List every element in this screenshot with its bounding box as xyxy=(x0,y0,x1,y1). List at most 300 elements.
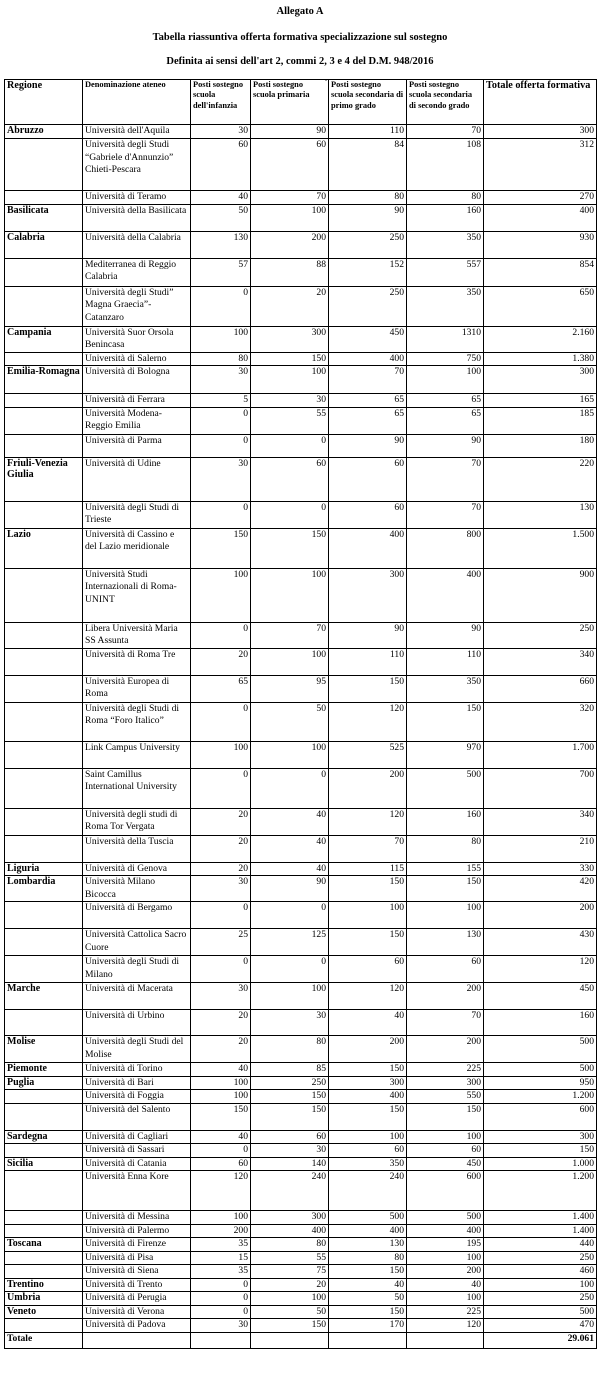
cell-totale: 250 xyxy=(484,1292,597,1306)
cell-university: Università Studi Internazionali di Roma-UNINT xyxy=(83,568,191,622)
cell-secondaria-primo: 70 xyxy=(329,366,407,394)
cell-totale: 330 xyxy=(484,862,597,876)
cell-infanzia: 120 xyxy=(191,1171,251,1211)
cell-region: Sicilia xyxy=(5,1157,83,1171)
cell-university: Università di Trento xyxy=(83,1278,191,1292)
table-row xyxy=(5,568,597,622)
cell-primaria: 140 xyxy=(251,1157,329,1171)
cell-totale: 250 xyxy=(484,1251,597,1265)
table-row xyxy=(5,1063,597,1077)
table-row xyxy=(5,1278,597,1292)
cell-primaria: 100 xyxy=(251,741,329,768)
cell-region: Campania xyxy=(5,326,83,352)
cell-infanzia: 30 xyxy=(191,366,251,394)
table-row xyxy=(5,457,597,501)
cell-secondaria-primo: 80 xyxy=(329,1251,407,1265)
cell-secondaria-primo: 120 xyxy=(329,808,407,835)
table-row xyxy=(5,956,597,983)
cell-university: Università di Sassari xyxy=(83,1144,191,1158)
cell-secondaria-secondo: 108 xyxy=(407,139,484,191)
cell-region: Veneto xyxy=(5,1305,83,1319)
cell-totale: 450 xyxy=(484,983,597,1010)
cell-secondaria-primo: 90 xyxy=(329,434,407,457)
cell-primaria: 0 xyxy=(251,434,329,457)
cell-infanzia: 35 xyxy=(191,1238,251,1252)
cell-university: Università degli Studi di Milano xyxy=(83,956,191,983)
cell-secondaria-primo: 110 xyxy=(329,125,407,139)
cell-totale: 200 xyxy=(484,902,597,929)
cell-totale: 300 xyxy=(484,366,597,394)
cell-region xyxy=(5,622,83,648)
cell-primaria: 0 xyxy=(251,902,329,929)
cell-secondaria-primo: 120 xyxy=(329,983,407,1010)
cell-totale: 1.000 xyxy=(484,1157,597,1171)
cell-secondaria-primo: 200 xyxy=(329,768,407,808)
cell-primaria: 100 xyxy=(251,1292,329,1306)
cell-totale: 340 xyxy=(484,808,597,835)
cell-university: Università di Foggia xyxy=(83,1090,191,1104)
cell-secondaria-primo: 65 xyxy=(329,394,407,408)
cell-secondaria-primo: 300 xyxy=(329,1076,407,1090)
cell-secondaria-primo: 115 xyxy=(329,862,407,876)
table-row xyxy=(5,622,597,648)
cell-infanzia: 20 xyxy=(191,835,251,862)
cell-secondaria-primo: 400 xyxy=(329,352,407,366)
cell-region: Lombardia xyxy=(5,876,83,902)
cell-secondaria-secondo: 40 xyxy=(407,1278,484,1292)
cell-totale: 220 xyxy=(484,457,597,501)
cell-totale: 420 xyxy=(484,876,597,902)
cell-secondaria-secondo: 750 xyxy=(407,352,484,366)
cell-region xyxy=(5,568,83,622)
cell-university: Università del Salento xyxy=(83,1103,191,1130)
cell-infanzia: 0 xyxy=(191,1305,251,1319)
total-label: Totale xyxy=(5,1332,83,1348)
cell-infanzia: 100 xyxy=(191,1090,251,1104)
cell-university: Università di Ferrara xyxy=(83,394,191,408)
cell-secondaria-primo: 400 xyxy=(329,1224,407,1238)
cell-totale: 120 xyxy=(484,956,597,983)
cell-university: Università di Udine xyxy=(83,457,191,501)
cell-primaria: 0 xyxy=(251,956,329,983)
total-row xyxy=(5,1332,597,1348)
table-row xyxy=(5,1130,597,1144)
table-row xyxy=(5,648,597,675)
cell-totale: 1.380 xyxy=(484,352,597,366)
cell-totale: 440 xyxy=(484,1238,597,1252)
cell-secondaria-secondo: 450 xyxy=(407,1157,484,1171)
table-row xyxy=(5,702,597,741)
cell-totale: 1.400 xyxy=(484,1224,597,1238)
cell-secondaria-primo: 150 xyxy=(329,1265,407,1279)
table-row xyxy=(5,1224,597,1238)
cell-primaria: 88 xyxy=(251,258,329,286)
cell-university: Università di Genova xyxy=(83,862,191,876)
cell-university: Università Cattolica Sacro Cuore xyxy=(83,929,191,956)
cell-secondaria-secondo: 160 xyxy=(407,808,484,835)
cell-secondaria-secondo: 100 xyxy=(407,1251,484,1265)
table-subtitle: Definita ai sensi dell'art 2, commi 2, 3 e 4 del D.M. 948/2016 xyxy=(166,56,434,67)
table-row xyxy=(5,125,597,139)
empty-cell xyxy=(191,1332,251,1348)
cell-secondaria-secondo: 557 xyxy=(407,258,484,286)
cell-secondaria-primo: 80 xyxy=(329,191,407,205)
cell-secondaria-secondo: 400 xyxy=(407,568,484,622)
cell-secondaria-primo: 500 xyxy=(329,1211,407,1225)
cell-region: Liguria xyxy=(5,862,83,876)
cell-university: Università degli Studi del Molise xyxy=(83,1036,191,1063)
cell-secondaria-secondo: 90 xyxy=(407,434,484,457)
cell-region: Abruzzo xyxy=(5,125,83,139)
cell-secondaria-primo: 250 xyxy=(329,286,407,326)
cell-secondaria-secondo: 70 xyxy=(407,1010,484,1036)
cell-university: Università della Tuscia xyxy=(83,835,191,862)
cell-university: Università di Parma xyxy=(83,434,191,457)
table-row xyxy=(5,1144,597,1158)
cell-totale: 400 xyxy=(484,204,597,231)
cell-primaria: 100 xyxy=(251,568,329,622)
cell-infanzia: 0 xyxy=(191,702,251,741)
cell-totale: 470 xyxy=(484,1319,597,1333)
table-row xyxy=(5,258,597,286)
cell-primaria: 80 xyxy=(251,1036,329,1063)
cell-region xyxy=(5,139,83,191)
table-row xyxy=(5,983,597,1010)
cell-infanzia: 0 xyxy=(191,902,251,929)
empty-cell xyxy=(407,1332,484,1348)
table-row xyxy=(5,1211,597,1225)
cell-totale: 500 xyxy=(484,1036,597,1063)
cell-secondaria-secondo: 150 xyxy=(407,702,484,741)
cell-secondaria-primo: 90 xyxy=(329,622,407,648)
cell-secondaria-secondo: 970 xyxy=(407,741,484,768)
column-header: Denominazione ateneo xyxy=(83,80,191,125)
cell-region xyxy=(5,258,83,286)
cell-infanzia: 0 xyxy=(191,1278,251,1292)
cell-secondaria-secondo: 400 xyxy=(407,1224,484,1238)
cell-secondaria-primo: 400 xyxy=(329,1090,407,1104)
cell-infanzia: 30 xyxy=(191,125,251,139)
cell-totale: 930 xyxy=(484,231,597,258)
column-header: Posti sostegno scuola secondaria di primo grado xyxy=(329,80,407,125)
cell-totale: 210 xyxy=(484,835,597,862)
table-row xyxy=(5,286,597,326)
cell-region xyxy=(5,1090,83,1104)
cell-infanzia: 0 xyxy=(191,956,251,983)
cell-secondaria-primo: 65 xyxy=(329,407,407,434)
cell-infanzia: 60 xyxy=(191,1157,251,1171)
cell-university: Università di Palermo xyxy=(83,1224,191,1238)
cell-secondaria-secondo: 150 xyxy=(407,876,484,902)
cell-totale: 100 xyxy=(484,1278,597,1292)
cell-secondaria-primo: 350 xyxy=(329,1157,407,1171)
cell-secondaria-secondo: 65 xyxy=(407,394,484,408)
cell-region: Sardegna xyxy=(5,1130,83,1144)
cell-secondaria-primo: 150 xyxy=(329,1305,407,1319)
table-row xyxy=(5,1265,597,1279)
table-row xyxy=(5,768,597,808)
table-row xyxy=(5,191,597,205)
table-row xyxy=(5,1036,597,1063)
cell-secondaria-primo: 150 xyxy=(329,1063,407,1077)
cell-region: Piemonte xyxy=(5,1063,83,1077)
cell-totale: 950 xyxy=(484,1076,597,1090)
cell-secondaria-secondo: 100 xyxy=(407,366,484,394)
cell-primaria: 60 xyxy=(251,139,329,191)
cell-secondaria-secondo: 70 xyxy=(407,457,484,501)
cell-region xyxy=(5,407,83,434)
cell-secondaria-primo: 40 xyxy=(329,1278,407,1292)
cell-secondaria-secondo: 350 xyxy=(407,286,484,326)
cell-region xyxy=(5,929,83,956)
cell-region: Friuli-Venezia Giulia xyxy=(5,457,83,501)
cell-secondaria-secondo: 200 xyxy=(407,983,484,1010)
cell-infanzia: 100 xyxy=(191,568,251,622)
cell-region xyxy=(5,434,83,457)
cell-region xyxy=(5,191,83,205)
cell-region xyxy=(5,394,83,408)
cell-university: Università Europea di Roma xyxy=(83,675,191,702)
cell-region xyxy=(5,648,83,675)
cell-totale: 900 xyxy=(484,568,597,622)
empty-cell xyxy=(83,1332,191,1348)
cell-totale: 500 xyxy=(484,1063,597,1077)
cell-region xyxy=(5,741,83,768)
cell-primaria: 75 xyxy=(251,1265,329,1279)
cell-secondaria-secondo: 90 xyxy=(407,622,484,648)
cell-university: Università di Teramo xyxy=(83,191,191,205)
cell-primaria: 30 xyxy=(251,1010,329,1036)
cell-infanzia: 15 xyxy=(191,1251,251,1265)
table-row xyxy=(5,1292,597,1306)
cell-secondaria-secondo: 500 xyxy=(407,768,484,808)
table-row xyxy=(5,741,597,768)
cell-infanzia: 200 xyxy=(191,1224,251,1238)
cell-university: Università di Urbino xyxy=(83,1010,191,1036)
cell-infanzia: 20 xyxy=(191,1036,251,1063)
cell-totale: 320 xyxy=(484,702,597,741)
cell-region xyxy=(5,702,83,741)
table-row xyxy=(5,139,597,191)
cell-infanzia: 0 xyxy=(191,286,251,326)
cell-totale: 660 xyxy=(484,675,597,702)
cell-region: Lazio xyxy=(5,528,83,568)
cell-university: Università di Cassino e del Lazio meridionale xyxy=(83,528,191,568)
cell-primaria: 100 xyxy=(251,204,329,231)
cell-secondaria-secondo: 150 xyxy=(407,1103,484,1130)
table-row xyxy=(5,1090,597,1104)
cell-totale: 180 xyxy=(484,434,597,457)
cell-primaria: 100 xyxy=(251,983,329,1010)
cell-infanzia: 40 xyxy=(191,1063,251,1077)
cell-secondaria-primo: 100 xyxy=(329,1130,407,1144)
cell-secondaria-secondo: 100 xyxy=(407,902,484,929)
table-row xyxy=(5,675,597,702)
cell-secondaria-secondo: 130 xyxy=(407,929,484,956)
cell-secondaria-secondo: 70 xyxy=(407,501,484,528)
cell-secondaria-secondo: 195 xyxy=(407,1238,484,1252)
column-header: Regione xyxy=(5,80,83,125)
cell-secondaria-secondo: 1310 xyxy=(407,326,484,352)
cell-infanzia: 20 xyxy=(191,648,251,675)
cell-region xyxy=(5,1265,83,1279)
cell-university: Università dell'Aquila xyxy=(83,125,191,139)
cell-secondaria-secondo: 200 xyxy=(407,1265,484,1279)
cell-secondaria-secondo: 60 xyxy=(407,1144,484,1158)
cell-region xyxy=(5,1224,83,1238)
cell-infanzia: 0 xyxy=(191,768,251,808)
cell-primaria: 50 xyxy=(251,1305,329,1319)
table-row xyxy=(5,902,597,929)
cell-secondaria-primo: 40 xyxy=(329,1010,407,1036)
table-row xyxy=(5,929,597,956)
cell-totale: 185 xyxy=(484,407,597,434)
table-row xyxy=(5,1319,597,1333)
cell-university: Mediterranea di Reggio Calabria xyxy=(83,258,191,286)
cell-totale: 500 xyxy=(484,1305,597,1319)
cell-primaria: 55 xyxy=(251,407,329,434)
cell-primaria: 250 xyxy=(251,1076,329,1090)
cell-secondaria-primo: 150 xyxy=(329,876,407,902)
cell-infanzia: 130 xyxy=(191,231,251,258)
cell-region xyxy=(5,1010,83,1036)
cell-secondaria-secondo: 160 xyxy=(407,204,484,231)
table-row xyxy=(5,1238,597,1252)
cell-infanzia: 30 xyxy=(191,457,251,501)
cell-primaria: 50 xyxy=(251,702,329,741)
cell-secondaria-primo: 150 xyxy=(329,675,407,702)
cell-university: Università di Perugia xyxy=(83,1292,191,1306)
cell-region: Toscana xyxy=(5,1238,83,1252)
cell-primaria: 0 xyxy=(251,768,329,808)
table-row xyxy=(5,407,597,434)
cell-university: Università di Cagliari xyxy=(83,1130,191,1144)
cell-secondaria-primo: 90 xyxy=(329,204,407,231)
table-row xyxy=(5,1157,597,1171)
annex-title: Allegato A xyxy=(276,6,324,17)
column-header: Posti sostegno scuola secondaria di secondo grado xyxy=(407,80,484,125)
cell-infanzia: 0 xyxy=(191,434,251,457)
cell-region: Molise xyxy=(5,1036,83,1063)
cell-secondaria-secondo: 100 xyxy=(407,1292,484,1306)
cell-university: Università degli Studi di Trieste xyxy=(83,501,191,528)
table-row xyxy=(5,1305,597,1319)
cell-secondaria-primo: 240 xyxy=(329,1171,407,1211)
cell-secondaria-secondo: 225 xyxy=(407,1063,484,1077)
cell-secondaria-secondo: 200 xyxy=(407,1036,484,1063)
table-row xyxy=(5,501,597,528)
cell-university: Università degli Studi di Roma “Foro Italico” xyxy=(83,702,191,741)
cell-university: Università di Torino xyxy=(83,1063,191,1077)
empty-cell xyxy=(329,1332,407,1348)
cell-secondaria-secondo: 600 xyxy=(407,1171,484,1211)
cell-secondaria-secondo: 80 xyxy=(407,835,484,862)
cell-region xyxy=(5,1211,83,1225)
cell-secondaria-primo: 110 xyxy=(329,648,407,675)
cell-region: Emilia-Romagna xyxy=(5,366,83,394)
cell-infanzia: 100 xyxy=(191,741,251,768)
cell-region xyxy=(5,956,83,983)
cell-primaria: 70 xyxy=(251,622,329,648)
stray-mark: . xyxy=(325,74,327,83)
grand-total-value: 29.061 xyxy=(484,1332,597,1348)
cell-university: Università Milano Bicocca xyxy=(83,876,191,902)
cell-university: Università di Messina xyxy=(83,1211,191,1225)
table-row xyxy=(5,1076,597,1090)
cell-primaria: 150 xyxy=(251,1319,329,1333)
cell-infanzia: 150 xyxy=(191,528,251,568)
cell-infanzia: 40 xyxy=(191,1130,251,1144)
cell-university: Università degli studi di Roma Tor Vergata xyxy=(83,808,191,835)
cell-primaria: 125 xyxy=(251,929,329,956)
cell-primaria: 60 xyxy=(251,457,329,501)
table-row xyxy=(5,352,597,366)
cell-primaria: 400 xyxy=(251,1224,329,1238)
cell-university: Saint Camillus International University xyxy=(83,768,191,808)
cell-primaria: 100 xyxy=(251,648,329,675)
cell-university: Università di Catania xyxy=(83,1157,191,1171)
cell-secondaria-primo: 70 xyxy=(329,835,407,862)
cell-secondaria-secondo: 800 xyxy=(407,528,484,568)
cell-totale: 130 xyxy=(484,501,597,528)
cell-secondaria-primo: 60 xyxy=(329,1144,407,1158)
table-row xyxy=(5,204,597,231)
cell-infanzia: 100 xyxy=(191,326,251,352)
cell-secondaria-primo: 150 xyxy=(329,929,407,956)
cell-secondaria-primo: 300 xyxy=(329,568,407,622)
cell-secondaria-secondo: 100 xyxy=(407,1130,484,1144)
cell-secondaria-primo: 200 xyxy=(329,1036,407,1063)
cell-region: Puglia xyxy=(5,1076,83,1090)
table-row xyxy=(5,876,597,902)
cell-university: Università di Salerno xyxy=(83,352,191,366)
cell-university: Università Modena-Reggio Emilia xyxy=(83,407,191,434)
cell-primaria: 20 xyxy=(251,1278,329,1292)
cell-primaria: 150 xyxy=(251,352,329,366)
cell-totale: 854 xyxy=(484,258,597,286)
table-row xyxy=(5,1010,597,1036)
cell-totale: 270 xyxy=(484,191,597,205)
cell-region xyxy=(5,902,83,929)
table-row xyxy=(5,1103,597,1130)
cell-primaria: 150 xyxy=(251,1103,329,1130)
cell-university: Università di Bologna xyxy=(83,366,191,394)
cell-secondaria-secondo: 550 xyxy=(407,1090,484,1104)
cell-totale: 340 xyxy=(484,648,597,675)
cell-infanzia: 5 xyxy=(191,394,251,408)
table-row xyxy=(5,394,597,408)
cell-secondaria-primo: 130 xyxy=(329,1238,407,1252)
cell-university: Link Campus University xyxy=(83,741,191,768)
cell-secondaria-secondo: 350 xyxy=(407,231,484,258)
cell-totale: 1.500 xyxy=(484,528,597,568)
cell-infanzia: 0 xyxy=(191,1144,251,1158)
cell-university: Università di Padova xyxy=(83,1319,191,1333)
cell-infanzia: 0 xyxy=(191,622,251,648)
table-row xyxy=(5,1171,597,1211)
cell-secondaria-secondo: 500 xyxy=(407,1211,484,1225)
cell-primaria: 0 xyxy=(251,501,329,528)
offer-table xyxy=(4,79,597,1349)
cell-totale: 700 xyxy=(484,768,597,808)
cell-university: Università di Siena xyxy=(83,1265,191,1279)
cell-infanzia: 50 xyxy=(191,204,251,231)
cell-primaria: 90 xyxy=(251,876,329,902)
cell-region xyxy=(5,1251,83,1265)
table-row xyxy=(5,231,597,258)
table-row xyxy=(5,528,597,568)
cell-university: Università di Firenze xyxy=(83,1238,191,1252)
